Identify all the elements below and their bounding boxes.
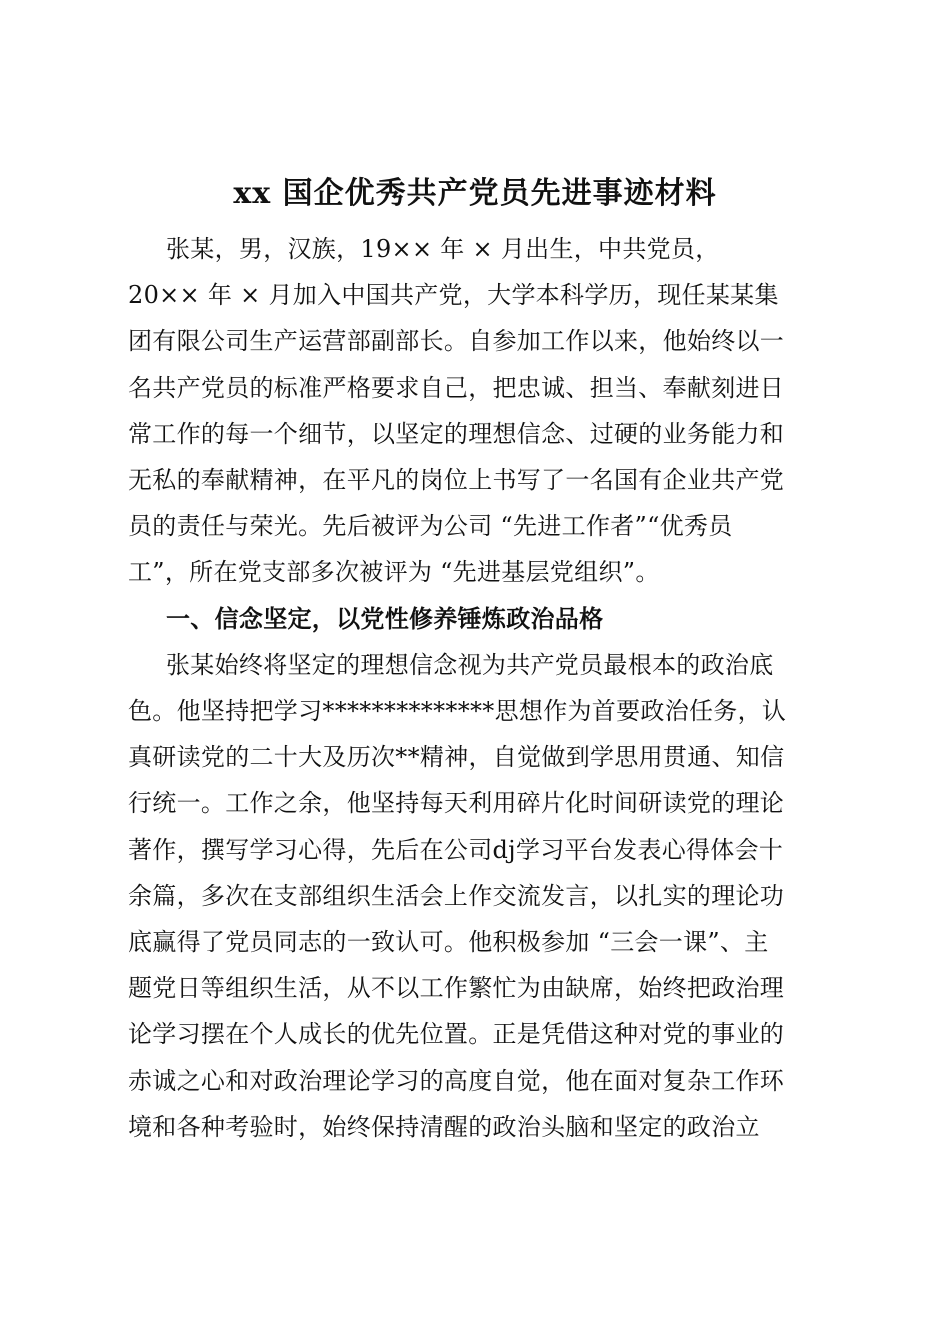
body-line: 赤诚之心和对政治理论学习的高度自觉，他在面对复杂工作环 [128, 1066, 785, 1095]
body-line: 常工作的每一个细节，以坚定的理想信念、过硬的业务能力和 [128, 419, 785, 448]
body-line: 真研读党的二十大及历次**精神，自觉做到学思用贯通、知信 [128, 743, 785, 772]
body-line: 余篇，多次在支部组织生活会上作交流发言，以扎实的理论功 [128, 881, 785, 910]
body-line: 行统一。工作之余，他坚持每天利用碎片化时间研读党的理论 [128, 789, 785, 818]
body-line: 题党日等组织生活，从不以工作繁忙为由缺席，始终把政治理 [128, 974, 785, 1003]
body-line: 团有限公司生产运营部副部长。自参加工作以来，他始终以一 [128, 327, 785, 356]
document-title: xx 国企优秀共产党员先进事迹材料 [233, 176, 717, 211]
body-line: 论学习摆在个人成长的优先位置。正是凭借这种对党的事业的 [128, 1020, 785, 1049]
body-line: 色。他坚持把学习**************思想作为首要政治任务，认 [128, 697, 787, 725]
body-line: 无私的奉献精神，在平凡的岗位上书写了一名国有企业共产党 [128, 466, 785, 494]
body-line: 境和各种考验时，始终保持清醒的政治头脑和坚定的政治立 [128, 1112, 760, 1141]
body-line: 名共产党员的标准严格要求自己，把忠诚、担当、奉献刻进日 [128, 373, 785, 402]
body-line: 著作，撰写学习心得，先后在公司dj学习平台发表心得体会十 [128, 835, 784, 864]
body-line: 底赢得了党员同志的一致认可。他积极参加 “三会一课”、主 [128, 928, 769, 956]
body-line: 张某，男，汉族，19×× 年 × 月出生，中共党员， [166, 235, 720, 263]
body-line: 20×× 年 × 月加入中国共产党，大学本科学历，现任某某集 [128, 281, 779, 310]
body-line: 张某始终将坚定的理想信念视为共产党员最根本的政治底 [166, 650, 774, 679]
body-line: 工”，所在党支部多次被评为 “先进基层党组织”。 [128, 558, 660, 587]
section-heading: 一、信念坚定，以党性修养锤炼政治品格 [166, 603, 604, 633]
body-line: 员的责任与荣光。先后被评为公司 “先进工作者”“优秀员 [128, 512, 733, 541]
